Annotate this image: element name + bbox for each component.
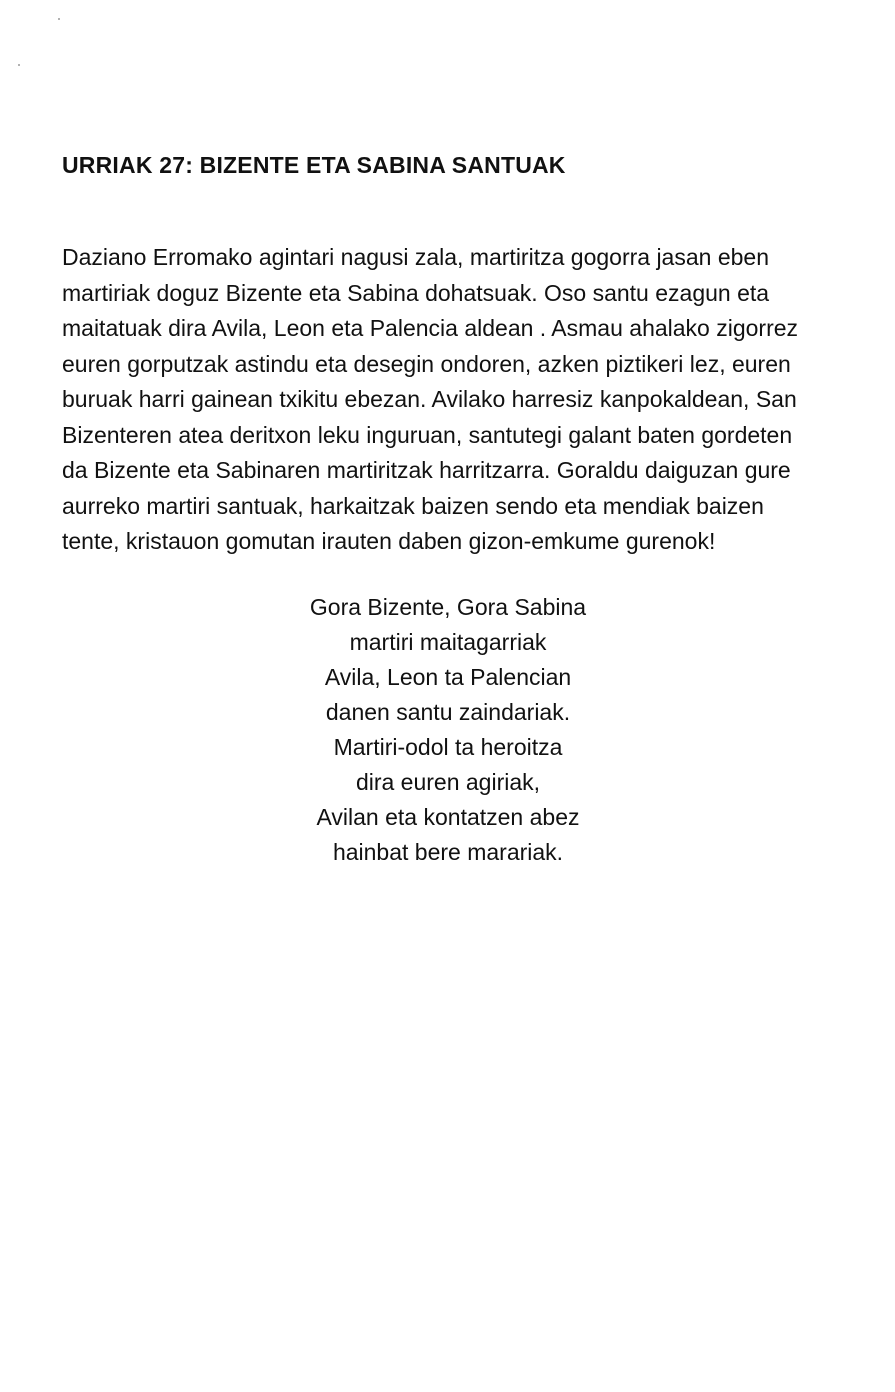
- paragraph-line: tente, kristauon gomutan irauten daben gizon-emkume gurenok!: [62, 528, 716, 554]
- paragraph-line: buruak harri gainean txikitu ebezan. Avilako harresiz kanpokaldean, San: [62, 386, 797, 412]
- page-title: URRIAK 27: BIZENTE ETA SABINA SANTUAK: [62, 152, 566, 178]
- paragraph-line: euren gorputzak astindu eta desegin ondoren, azken piztikeri lez, euren: [62, 350, 791, 377]
- paragraph-line: martiriak doguz Bizente eta Sabina dohatsuak. Oso santu ezagun eta: [62, 279, 770, 306]
- paragraph-line: aurreko martiri santuak, harkaitzak baizen sendo eta mendiak baizen: [62, 492, 764, 519]
- verse-line: Gora Bizente, Gora Sabina: [309, 594, 587, 620]
- paragraph-line: da Bizente eta Sabinaren martiritzak harritzarra. Goraldu daiguzan gure: [62, 457, 791, 483]
- paragraph-line: Daziano Erromako agintari nagusi zala, martiritza gogorra jasan eben: [62, 244, 769, 270]
- paragraph-line: Bizenteren atea deritxon leku inguruan, santutegi galant baten gordeten: [62, 421, 793, 448]
- verse-line: hainbat bere marariak.: [332, 839, 564, 865]
- body-paragraph: [62, 240, 852, 560]
- verse-line: Martiri-odol ta heroitza: [333, 734, 563, 760]
- paragraph-line: maitatuak dira Avila, Leon eta Palencia aldean . Asmau ahalako zigorrez: [62, 315, 799, 341]
- verse-line: Avilan eta kontatzen abez: [316, 804, 580, 830]
- verse-line: danen santu zaindariak.: [325, 699, 571, 725]
- verse-line: Avila, Leon ta Palencian: [324, 664, 572, 690]
- scan-speck: [58, 18, 60, 20]
- verse-stanza: [240, 590, 656, 870]
- verse-line: martiri maitagarriak: [349, 629, 547, 655]
- verse-line: dira euren agiriak,: [355, 769, 541, 795]
- scan-speck: [18, 64, 20, 66]
